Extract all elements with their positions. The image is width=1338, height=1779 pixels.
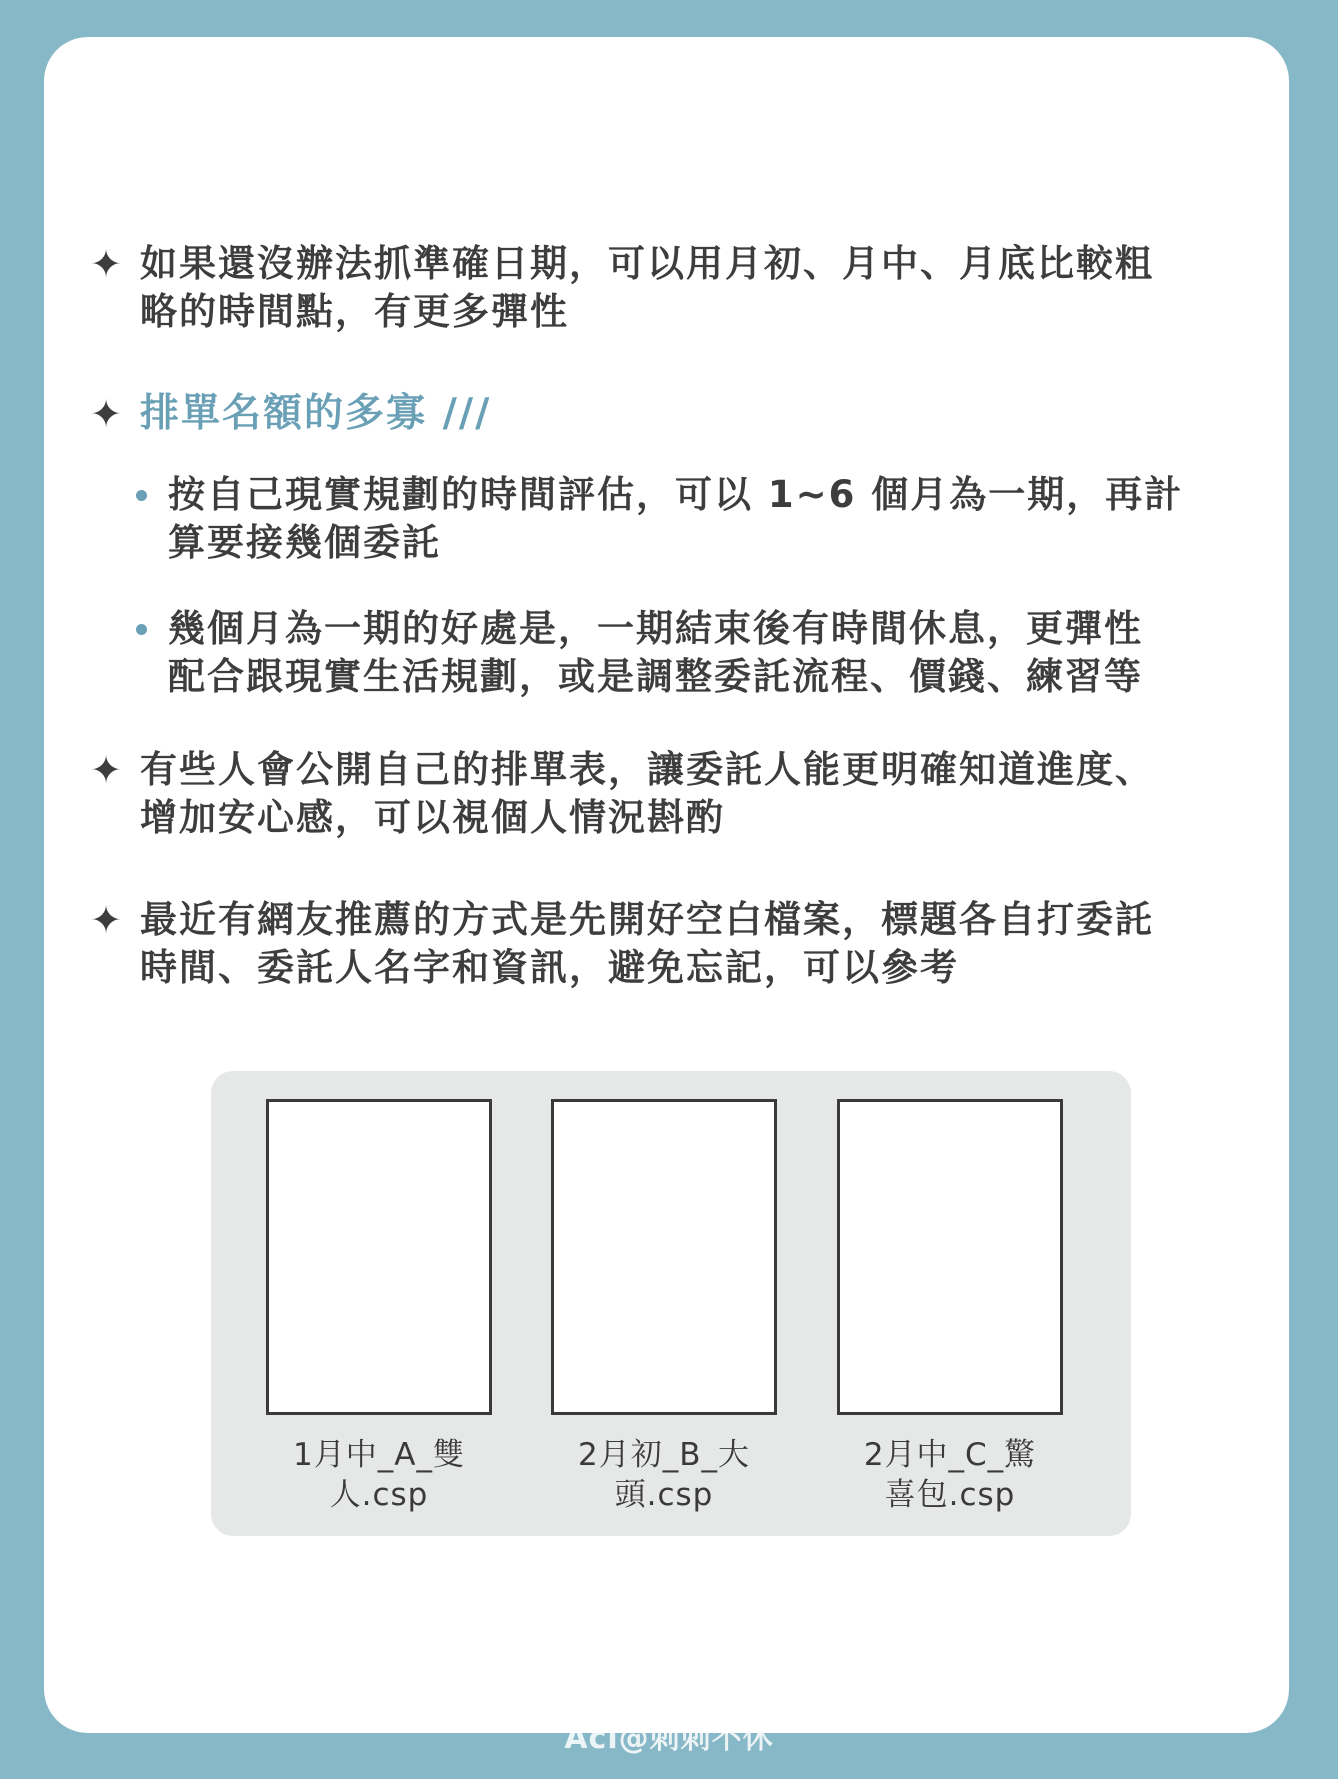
file-name: 2月初_B_大 頭.csp [578,1437,750,1513]
file-name: 2月中_C_驚 喜包.csp [863,1437,1037,1513]
blank-file-icon [266,1099,492,1415]
tip-text: 有些人會公開自己的排單表，讓委託人能更明確知道進度、 增加安心感，可以視個人情況斟酌 [140,748,1154,839]
file-name: 1月中_A_雙 人.csp [293,1437,465,1513]
content-card [44,37,1289,1733]
sparkle-icon: ✦ [90,898,122,942]
watermark: Aci@刺刺不休 [564,1721,774,1756]
sparkle-icon: ✦ [90,748,122,792]
sparkle-icon: ✦ [90,392,122,436]
tip-text: 最近有網友推薦的方式是先開好空白檔案，標題各自打委託 時間、委託人名字和資訊，避免忘記，可以參考 [140,898,1154,989]
bullet-dot [136,490,147,501]
blank-file-icon [551,1099,777,1415]
section-item-text: 幾個月為一期的好處是，一期結束後有時間休息，更彈性 配合跟現實生活規劃，或是調整委託流程、價錢、練習等 [168,607,1143,698]
section-item-text: 按自己現實規劃的時間評估，可以 1~6 個月為一期，再計 算要接幾個委託 [168,473,1184,564]
blank-file-icon [837,1099,1063,1415]
sparkle-icon: ✦ [90,242,122,286]
example-files-panel [211,1071,1131,1536]
tip-text: 如果還沒辦法抓準確日期，可以用月初、月中、月底比較粗 略的時間點，有更多彈性 [140,242,1154,333]
section-heading: 排單名額的多寡 /// [140,391,492,436]
bullet-dot [136,624,147,635]
